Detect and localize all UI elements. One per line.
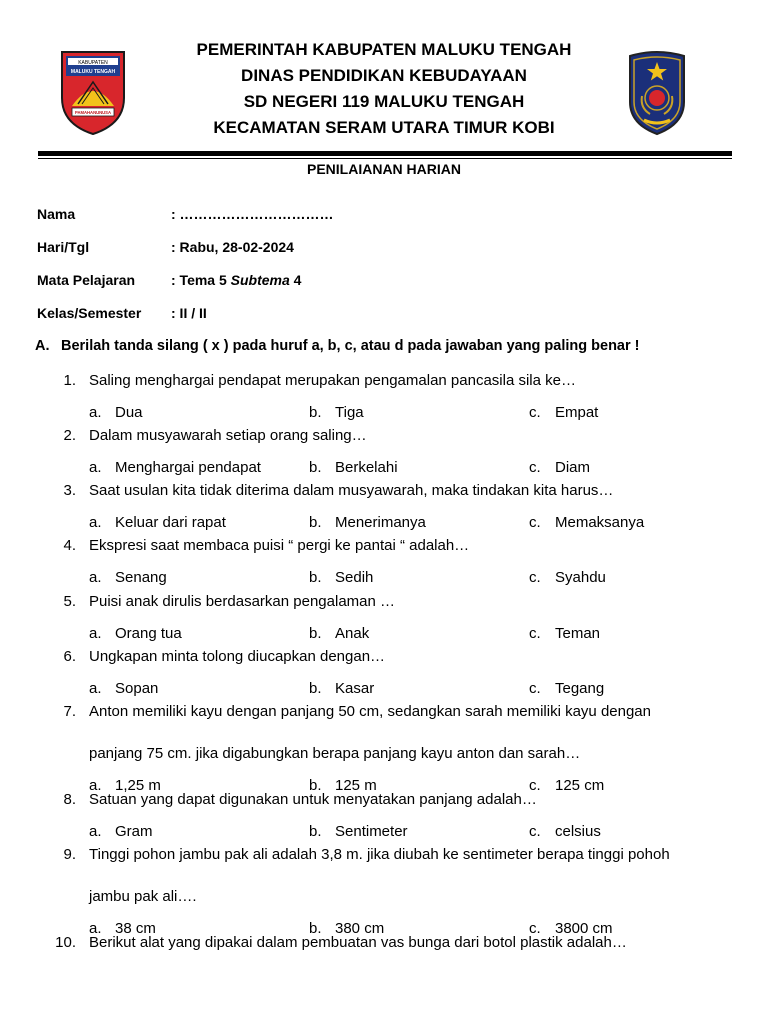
kabupaten-maluku-tengah-crest-icon bbox=[58, 48, 128, 136]
question-text: Saling menghargai pendapat merupakan pengamalan pancasila sila ke… bbox=[89, 372, 576, 389]
option-letter: a. bbox=[89, 459, 102, 476]
option-text: Syahdu bbox=[555, 569, 606, 586]
identity-label-name: Nama bbox=[37, 206, 76, 222]
option-text: Sopan bbox=[115, 680, 159, 697]
answer-option[interactable] bbox=[529, 404, 598, 421]
question-number: 8. bbox=[63, 791, 76, 808]
option-text: Menerimanya bbox=[335, 514, 426, 531]
option-text: Senang bbox=[115, 569, 167, 586]
question-text: Ungkapan minta tolong diucapkan dengan… bbox=[89, 648, 386, 665]
section-letter: A. bbox=[35, 338, 50, 354]
option-letter: a. bbox=[89, 404, 102, 421]
answer-option[interactable] bbox=[89, 680, 158, 697]
header-line-government: PEMERINTAH KABUPATEN MALUKU TENGAH bbox=[196, 40, 572, 59]
option-letter: c. bbox=[529, 625, 541, 642]
option-letter: c. bbox=[529, 920, 541, 937]
question-number: 2. bbox=[63, 427, 76, 444]
header-divider-thin bbox=[38, 158, 732, 159]
question-number: 4. bbox=[63, 537, 76, 554]
identity-value-subject bbox=[171, 272, 301, 288]
option-text: Memaksanya bbox=[555, 514, 645, 531]
answer-option[interactable] bbox=[89, 569, 167, 586]
answer-option[interactable] bbox=[529, 777, 604, 794]
option-letter: c. bbox=[529, 569, 541, 586]
answer-option[interactable] bbox=[89, 514, 226, 531]
subject-suffix: 4 bbox=[289, 272, 302, 288]
identity-label-class: Kelas/Semester bbox=[37, 305, 142, 321]
subject-italic: Subtema bbox=[230, 272, 290, 288]
section-instruction-text: Berilah tanda silang ( x ) pada huruf a, b, c, atau d pada jawaban yang paling benar ! bbox=[61, 338, 640, 354]
answer-option[interactable] bbox=[309, 404, 364, 421]
option-letter: c. bbox=[529, 514, 541, 531]
option-text: celsius bbox=[555, 823, 601, 840]
option-text: Gram bbox=[115, 823, 153, 840]
answer-option[interactable] bbox=[89, 823, 153, 840]
answer-option[interactable] bbox=[529, 569, 606, 586]
question-text: panjang 75 cm. jika digabungkan berapa panjang kayu anton dan sarah… bbox=[89, 745, 581, 762]
crest-text-bottom: PAMAHANUNUSA bbox=[75, 110, 111, 115]
option-letter: c. bbox=[529, 404, 541, 421]
header-divider-thick bbox=[38, 151, 732, 156]
question-text: Tinggi pohon jambu pak ali adalah 3,8 m. jika diubah ke sentimeter berapa tinggi pohoh bbox=[89, 846, 670, 863]
answer-option[interactable] bbox=[309, 823, 408, 840]
option-letter: a. bbox=[89, 625, 102, 642]
question-number: 3. bbox=[63, 482, 76, 499]
option-text: Tiga bbox=[335, 404, 364, 421]
answer-option[interactable] bbox=[89, 404, 143, 421]
option-text: Sedih bbox=[335, 569, 374, 586]
option-text: Sentimeter bbox=[335, 823, 408, 840]
police-style-shield-emblem-icon bbox=[624, 50, 690, 136]
answer-option[interactable] bbox=[309, 459, 398, 476]
option-letter: a. bbox=[89, 920, 102, 937]
option-letter: a. bbox=[89, 680, 102, 697]
header-line-department: DINAS PENDIDIKAN KEBUDAYAAN bbox=[241, 66, 527, 85]
question-number: 1. bbox=[63, 372, 76, 389]
section-a-instruction bbox=[35, 338, 640, 354]
option-letter: a. bbox=[89, 777, 102, 794]
option-letter: b. bbox=[309, 920, 322, 937]
question-text: Puisi anak dirulis berdasarkan pengalaman … bbox=[89, 593, 396, 610]
option-text: Orang tua bbox=[115, 625, 182, 642]
question-number: 9. bbox=[63, 846, 76, 863]
question-text: Satuan yang dapat digunakan untuk menyatakan panjang adalah… bbox=[89, 791, 537, 808]
option-letter: b. bbox=[309, 777, 322, 794]
option-letter: a. bbox=[89, 823, 102, 840]
answer-option[interactable] bbox=[89, 625, 182, 642]
identity-value-class: : II / II bbox=[171, 305, 207, 321]
question-number: 6. bbox=[63, 648, 76, 665]
option-text: 125 cm bbox=[555, 777, 605, 794]
option-text: 1,25 m bbox=[115, 777, 161, 794]
answer-option[interactable] bbox=[309, 569, 373, 586]
answer-option[interactable] bbox=[529, 625, 600, 642]
crest-text-mid: MALUKU TENGAH bbox=[70, 69, 116, 75]
option-text: Anak bbox=[335, 625, 370, 642]
header-line-district: KECAMATAN SERAM UTARA TIMUR KOBI bbox=[213, 118, 555, 137]
option-letter: b. bbox=[309, 625, 322, 642]
option-text: Tegang bbox=[555, 680, 605, 697]
option-letter: c. bbox=[529, 777, 541, 794]
identity-value-name: : …………………………… bbox=[171, 206, 334, 222]
answer-option[interactable] bbox=[309, 625, 369, 642]
option-letter: b. bbox=[309, 680, 322, 697]
identity-value-date: : Rabu, 28-02-2024 bbox=[171, 239, 294, 255]
option-text: Dua bbox=[115, 404, 143, 421]
subject-prefix: : Tema 5 bbox=[171, 272, 231, 288]
question-text: Ekspresi saat membaca puisi “ pergi ke pantai “ adalah… bbox=[89, 537, 470, 554]
option-text: Teman bbox=[555, 625, 601, 642]
option-text: Menghargai pendapat bbox=[115, 459, 261, 476]
option-letter: a. bbox=[89, 514, 102, 531]
question-text: Saat usulan kita tidak diterima dalam musyawarah, maka tindakan kita harus… bbox=[89, 482, 614, 499]
header-line-school: SD NEGERI 119 MALUKU TENGAH bbox=[243, 92, 525, 111]
question-number: 5. bbox=[63, 593, 76, 610]
option-text: 380 cm bbox=[335, 920, 385, 937]
question-number: 10. bbox=[55, 934, 76, 951]
option-letter: c. bbox=[529, 459, 541, 476]
option-letter: b. bbox=[309, 514, 322, 531]
option-text: Berkelahi bbox=[335, 459, 398, 476]
answer-option[interactable] bbox=[529, 823, 601, 840]
answer-option[interactable] bbox=[309, 514, 426, 531]
answer-option[interactable] bbox=[89, 459, 261, 476]
assessment-title: PENILAIANAN HARIAN bbox=[307, 161, 461, 177]
answer-option[interactable] bbox=[309, 680, 374, 697]
option-letter: b. bbox=[309, 569, 322, 586]
option-text: 38 cm bbox=[115, 920, 156, 937]
question-text: jambu pak ali…. bbox=[89, 888, 197, 905]
question-number: 7. bbox=[63, 703, 76, 720]
question-text: Dalam musyawarah setiap orang saling… bbox=[89, 427, 367, 444]
answer-option[interactable] bbox=[529, 514, 644, 531]
option-text: Empat bbox=[555, 404, 599, 421]
option-text: 125 m bbox=[335, 777, 377, 794]
identity-label-subject: Mata Pelajaran bbox=[37, 272, 136, 288]
option-letter: c. bbox=[529, 823, 541, 840]
option-text: Keluar dari rapat bbox=[115, 514, 226, 531]
answer-option[interactable] bbox=[529, 459, 590, 476]
answer-option[interactable] bbox=[529, 680, 604, 697]
option-text: Diam bbox=[555, 459, 591, 476]
option-letter: b. bbox=[309, 823, 322, 840]
option-letter: b. bbox=[309, 459, 322, 476]
option-letter: a. bbox=[89, 569, 102, 586]
option-text: Kasar bbox=[335, 680, 375, 697]
question-text: Berikut alat yang dipakai dalam pembuatan vas bunga dari botol plastik adalah… bbox=[89, 934, 627, 951]
identity-label-date: Hari/Tgl bbox=[37, 239, 90, 255]
option-letter: b. bbox=[309, 404, 322, 421]
option-letter: c. bbox=[529, 680, 541, 697]
crest-text-top: KABUPATEN bbox=[78, 60, 108, 66]
option-text: 3800 cm bbox=[555, 920, 613, 937]
question-text: Anton memiliki kayu dengan panjang 50 cm, sedangkan sarah memiliki kayu dengan bbox=[89, 703, 651, 720]
